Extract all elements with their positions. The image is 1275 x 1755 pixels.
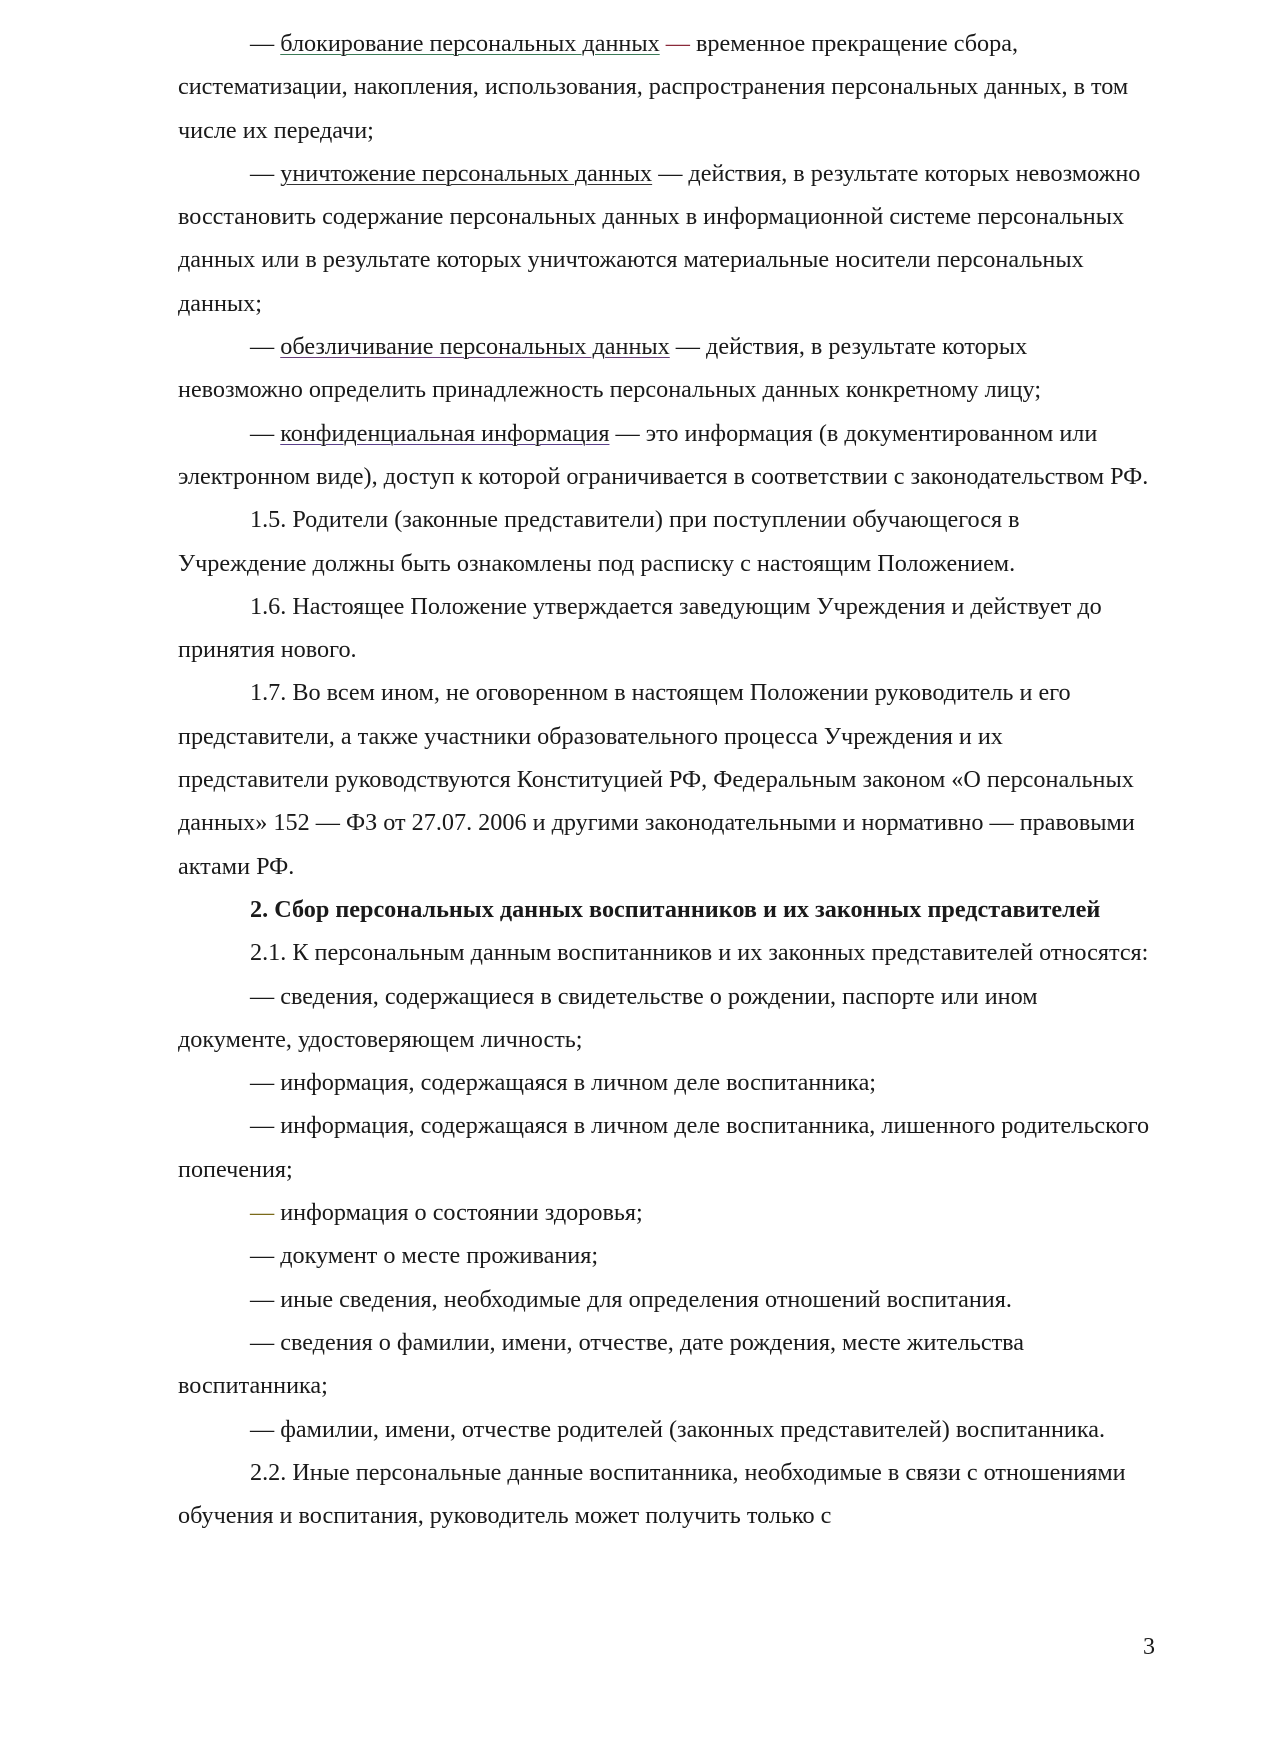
dash: — (665, 30, 690, 57)
term-destruction: уничтожение персональных данных (280, 159, 653, 187)
term-blocking: блокирование персональных данных (280, 30, 660, 57)
list-item: — информация, содержащаяся в личном деле воспитанника; (250, 1069, 877, 1097)
dash: — (250, 419, 275, 447)
list-item: — сведения, содержащиеся в свидетельстве о рождении, паспорте или ином документе, удостоверяющем личность; (178, 982, 1038, 1053)
list-item: — иные сведения, необходимые для определения отношений воспитания. (250, 1285, 1012, 1313)
dash: — (250, 333, 275, 361)
definition-blocking (178, 22, 1150, 152)
section-heading-2: 2. Сбор персональных данных воспитанников и их законных представителей (250, 895, 1101, 923)
clause-1-6: 1.6. Настоящее Положение утверждается заведующим Учреждения и действует до принятия нового. (178, 592, 1102, 664)
dash: — (250, 1199, 275, 1227)
document-page (178, 22, 1150, 1537)
definition-depersonalization (178, 325, 1150, 412)
definition-confidential (178, 412, 1150, 499)
clause-2-2: 2.2. Иные персональные данные воспитанника, необходимые в связи с отношениями обучения и воспитания, руководитель может получить только с (178, 1458, 1126, 1530)
definition-destruction (178, 152, 1150, 325)
dash: — (250, 159, 275, 187)
list-item: — сведения о фамилии, имени, отчестве, дате рождения, месте жительства воспитанника; (178, 1328, 1024, 1400)
clause-1-7: 1.7. Во всем ином, не оговоренном в настоящем Положении руководитель и его представители, а также участники образовательного процесса Учреждения и их представители руководствуются Конституцией РФ, Федеральным законом «О персональных данных» 152 — ФЗ от 27.07. 2006 и другими законодательными и нормативно — правовыми актами РФ. (178, 679, 1135, 880)
list-item: — информация, содержащаяся в личном деле воспитанника, лишенного родительского попечения; (178, 1112, 1150, 1183)
definition-text: — действия, в результате которых невозможно восстановить содержание персональных данных в информационной системе персональных данных или в результате которых уничтожаются материальные носители персональных данных; (178, 159, 1141, 317)
list-item (178, 1191, 1150, 1234)
definition-text: временное прекращение сбора, систематизации, накопления, использования, распространения персональных данных, в том числе их передачи; (178, 30, 1129, 144)
clause-1-5: 1.5. Родители (законные представители) при поступлении обучающегося в Учреждение должны быть ознакомлены под расписку с настоящим Положением. (178, 506, 1020, 577)
list-item: — документ о месте проживания; (250, 1242, 599, 1270)
term-confidential: конфиденциальная информация (280, 419, 610, 447)
list-item: — фамилии, имени, отчестве родителей (законных представителей) воспитанника. (250, 1415, 1106, 1443)
term-depersonalization: обезличивание персональных данных (280, 333, 670, 361)
clause-2-1: 2.1. К персональным данным воспитанников и их законных представителей относятся: (250, 939, 1149, 967)
definition-text: — действия, в результате которых невозможно определить принадлежность персональных данных конкретному лицу; (178, 333, 1042, 404)
list-item-text: информация о состоянии здоровья; (274, 1199, 643, 1227)
page-number: 3 (1143, 1634, 1155, 1660)
definition-text: — это информация (в документированном или электронном виде), доступ к которой ограничивается в соответствии с законодательством РФ. (178, 419, 1149, 490)
dash: — (250, 30, 275, 57)
